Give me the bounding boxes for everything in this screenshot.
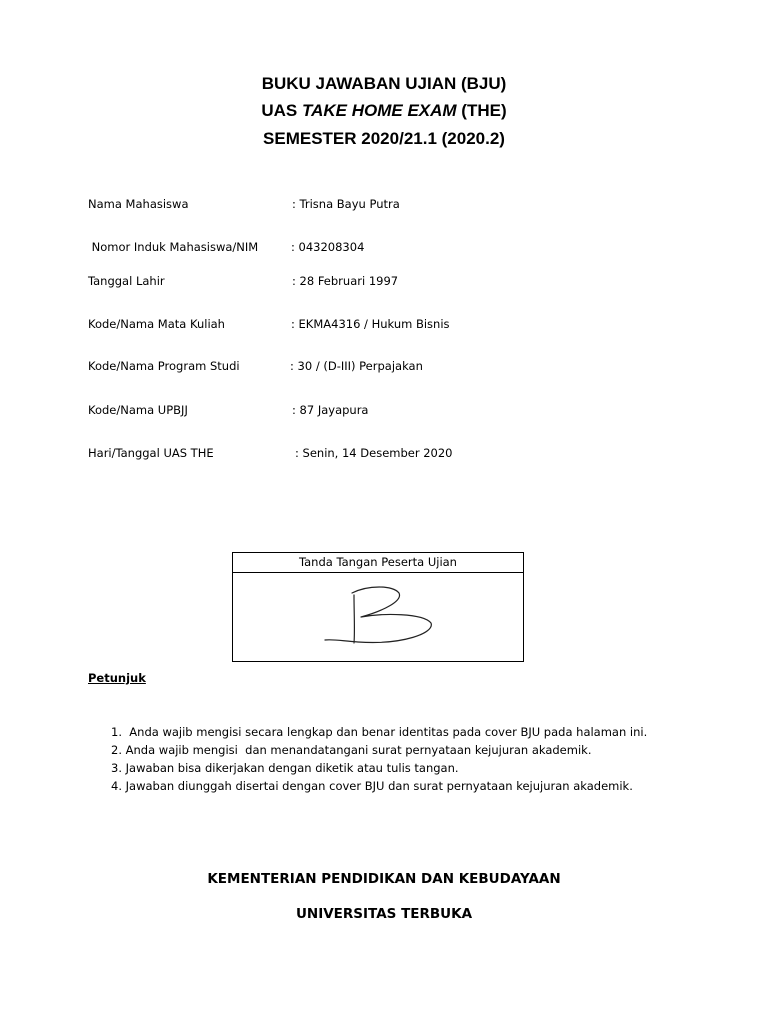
signature-header: Tanda Tangan Peserta Ujian	[233, 553, 523, 573]
instruction-item-3: 3. Jawaban bisa dikerjakan dengan diketik atau tulis tangan.	[111, 761, 459, 775]
university-name: UNIVERSITAS TERBUKA	[295, 906, 473, 922]
ministry-name: KEMENTERIAN PENDIDIKAN DAN KEBUDAYAAN	[207, 871, 561, 887]
exam-type-italic: TAKE HOME EXAM	[302, 101, 457, 120]
upbjj-label: Kode/Nama UPBJJ	[88, 403, 188, 417]
signature-box	[232, 552, 524, 662]
exam-type-title	[0, 101, 768, 121]
semester-title: SEMESTER 2020/21.1 (2020.2)	[263, 129, 505, 148]
nim-label: Nomor Induk Mahasiswa/NIM	[88, 240, 259, 254]
birth-date-label: Tanggal Lahir	[88, 274, 165, 288]
exam-date-value: : Senin, 14 Desember 2020	[295, 446, 453, 460]
birth-date-value: : 28 Februari 1997	[292, 274, 399, 288]
exam-date-label: Hari/Tanggal UAS THE	[88, 446, 214, 460]
signature-image	[233, 573, 523, 661]
upbjj-value: : 87 Jayapura	[292, 403, 369, 417]
document-title: BUKU JAWABAN UJIAN (BJU)	[261, 74, 507, 93]
exam-type-prefix: UAS	[261, 101, 302, 120]
exam-type-suffix: (THE)	[456, 101, 507, 120]
course-label: Kode/Nama Mata Kuliah	[88, 317, 225, 331]
instruction-item-4: 4. Jawaban diunggah disertai dengan cover BJU dan surat pernyataan kejujuran akademik.	[111, 779, 633, 793]
program-value: : 30 / (D-III) Perpajakan	[290, 359, 423, 373]
instruction-item-2: 2. Anda wajib mengisi dan menandatangani surat pernyataan kejujuran akademik.	[111, 743, 592, 757]
instructions-heading: Petunjuk	[88, 671, 146, 685]
program-label: Kode/Nama Program Studi	[88, 359, 240, 373]
student-name-value: : Trisna Bayu Putra	[292, 197, 400, 211]
student-name-label: Nama Mahasiswa	[88, 197, 189, 211]
nim-value: : 043208304	[291, 240, 365, 254]
instruction-item-1: 1. Anda wajib mengisi secara lengkap dan benar identitas pada cover BJU pada halaman ini.	[111, 725, 648, 739]
course-value: : EKMA4316 / Hukum Bisnis	[291, 317, 450, 331]
